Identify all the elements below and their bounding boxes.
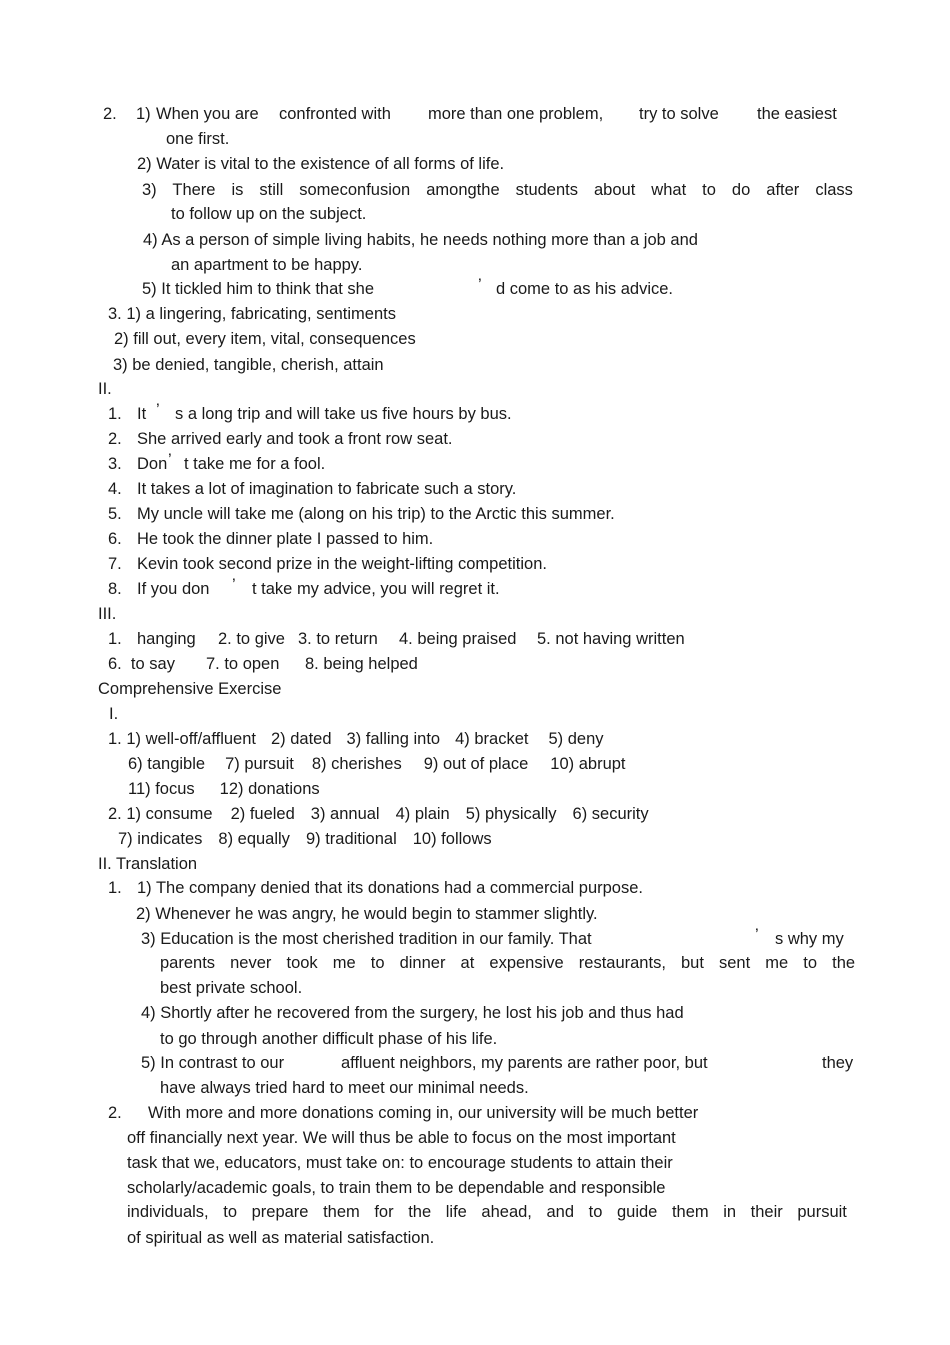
trans-q1-s3-continuation: best private school. — [160, 979, 303, 997]
trans-q1-s3-apostrophe: ’ — [755, 926, 759, 944]
trans-q1-s1: 1) The company denied that its donations had a commercial purpose. — [137, 879, 643, 897]
trans-q1-s5-continuation: have always tried hard to meet our minimal needs. — [160, 1079, 529, 1097]
part3-heading: III. — [98, 605, 117, 623]
trans-q2-line-5: individuals, to prepare them for the life ahead, and to guide them in their pursuit — [127, 1203, 847, 1221]
trans-q1-s5-seg-a: 5) In contrast to our — [141, 1054, 285, 1072]
part2-item-4-number: 4. — [108, 480, 122, 498]
part2-item-5-text: My uncle will take me (along on his trip) to the Arctic this summer. — [137, 505, 615, 523]
part2-item-3-seg-a: Don — [137, 455, 168, 473]
q3-line-2: 2) fill out, every item, vital, consequences — [114, 330, 416, 348]
trans-q2-line-1: With more and more donations coming in, our university will be much better — [148, 1104, 699, 1122]
part2-item-3-apostrophe: ’ — [168, 451, 172, 469]
trans-q1-s4-continuation: to go through another difficult phase of his life. — [160, 1030, 498, 1048]
part2-item-3-number: 3. — [108, 455, 122, 473]
part2-item-1-apostrophe: ’ — [156, 401, 160, 419]
part2-item-1-seg-a: It — [137, 405, 147, 423]
q2-s5-seg-b: d come to as his advice. — [496, 280, 674, 298]
part2-item-8-seg-a: If you don — [137, 580, 210, 598]
trans-q1-number: 1. — [108, 879, 122, 897]
part3-line-1-seg-a: hanging — [137, 630, 196, 648]
part3-line-2-seg-a: 6. to say — [108, 655, 175, 673]
part2-item-1-number: 1. — [108, 405, 122, 423]
part3-line-1-seg-d: 4. being praised — [399, 630, 517, 648]
q2-s1-continuation: one first. — [166, 130, 230, 148]
trans-q1-s3-seg-b: s why my — [775, 930, 844, 948]
comp-q1-line-1: 1. 1) well-off/affluent 2) dated 3) falling into 4) bracket 5) deny — [108, 730, 604, 748]
trans-q2-line-2: off financially next year. We will thus be able to focus on the most important — [127, 1129, 676, 1147]
q2-s1-seg-e: the easiest — [757, 105, 837, 123]
q2-s1-seg-b: confronted with — [279, 105, 391, 123]
comprehensive-heading: Comprehensive Exercise — [98, 680, 282, 698]
q2-s1-seg-a: When you are — [156, 105, 259, 123]
part2-item-6-text: He took the dinner plate I passed to him. — [137, 530, 434, 548]
q2-s5-apostrophe: ’ — [478, 276, 482, 294]
comprehensive-sub-heading: I. — [109, 705, 119, 723]
trans-q1-s5-seg-c: they — [822, 1054, 854, 1072]
part2-item-8-number: 8. — [108, 580, 122, 598]
part3-line-1-seg-b: 2. to give — [218, 630, 285, 648]
q2-s2: 2) Water is vital to the existence of all forms of life. — [137, 155, 505, 173]
part2-item-2-text: She arrived early and took a front row seat. — [137, 430, 453, 448]
q2-s4-line: 4) As a person of simple living habits, he needs nothing more than a job and — [143, 231, 698, 249]
comp-q2-line-1: 2. 1) consume 2) fueled 3) annual 4) plain 5) physically 6) security — [108, 805, 649, 823]
part2-item-8-apostrophe: ’ — [232, 576, 236, 594]
part2-item-7-number: 7. — [108, 555, 122, 573]
comp-q1-line-3: 11) focus 12) donations — [128, 780, 320, 798]
part3-line-1-seg-c: 3. to return — [298, 630, 378, 648]
part3-line-1-seg-e: 5. not having written — [537, 630, 685, 648]
part2-item-8-seg-b: t take my advice, you will regret it. — [252, 580, 500, 598]
trans-q1-s3-line-2: parents never took me to dinner at expensive restaurants, but sent me to the — [160, 954, 856, 972]
part3-line-1-number: 1. — [108, 630, 122, 648]
trans-q2-line-6: of spiritual as well as material satisfaction. — [127, 1229, 435, 1247]
q2-s3-line: 3) There is still someconfusion amongthe students about what to do after class — [142, 181, 853, 199]
trans-q1-s3-seg-a: 3) Education is the most cherished tradition in our family. That — [141, 930, 592, 948]
part2-item-2-number: 2. — [108, 430, 122, 448]
part3-line-2-seg-b: 7. to open — [206, 655, 280, 673]
trans-q1-s2: 2) Whenever he was angry, he would begin to stammer slightly. — [136, 905, 598, 923]
q2-s1-seg-c: more than one problem, — [428, 105, 604, 123]
q2-s1-label: 1) — [136, 105, 151, 123]
q3-line-1: 3. 1) a lingering, fabricating, sentiments — [108, 305, 396, 323]
part2-item-6-number: 6. — [108, 530, 122, 548]
q2-s4-continuation: an apartment to be happy. — [171, 256, 363, 274]
q3-line-3: 3) be denied, tangible, cherish, attain — [113, 356, 384, 374]
part2-item-1-seg-b: s a long trip and will take us five hours by bus. — [175, 405, 512, 423]
trans-q2-line-3: task that we, educators, must take on: to encourage students to attain their — [127, 1154, 673, 1172]
part2-item-7-text: Kevin took second prize in the weight-lifting competition. — [137, 555, 547, 573]
comp-q2-line-2: 7) indicates 8) equally 9) traditional 10) follows — [118, 830, 492, 848]
comp-q1-line-2: 6) tangible 7) pursuit 8) cherishes 9) out of place 10) abrupt — [128, 755, 626, 773]
part2-heading: II. — [98, 380, 112, 398]
trans-q2-number: 2. — [108, 1104, 122, 1122]
trans-q2-line-4: scholarly/academic goals, to train them to be dependable and responsible — [127, 1179, 666, 1197]
part2-item-4-text: It takes a lot of imagination to fabricate such a story. — [137, 480, 517, 498]
translation-heading: II. Translation — [98, 855, 198, 873]
trans-q1-s4-line: 4) Shortly after he recovered from the surgery, he lost his job and thus had — [141, 1004, 684, 1022]
q2-number: 2. — [103, 105, 117, 123]
q2-s3-continuation: to follow up on the subject. — [171, 205, 367, 223]
q2-s1-seg-d: try to solve — [639, 105, 719, 123]
part3-line-2-seg-c: 8. being helped — [305, 655, 418, 673]
part2-item-5-number: 5. — [108, 505, 122, 523]
trans-q1-s5-seg-b: affluent neighbors, my parents are rather poor, but — [341, 1054, 708, 1072]
part2-item-3-seg-b: t take me for a fool. — [184, 455, 326, 473]
q2-s5-seg-a: 5) It tickled him to think that she — [142, 280, 375, 298]
